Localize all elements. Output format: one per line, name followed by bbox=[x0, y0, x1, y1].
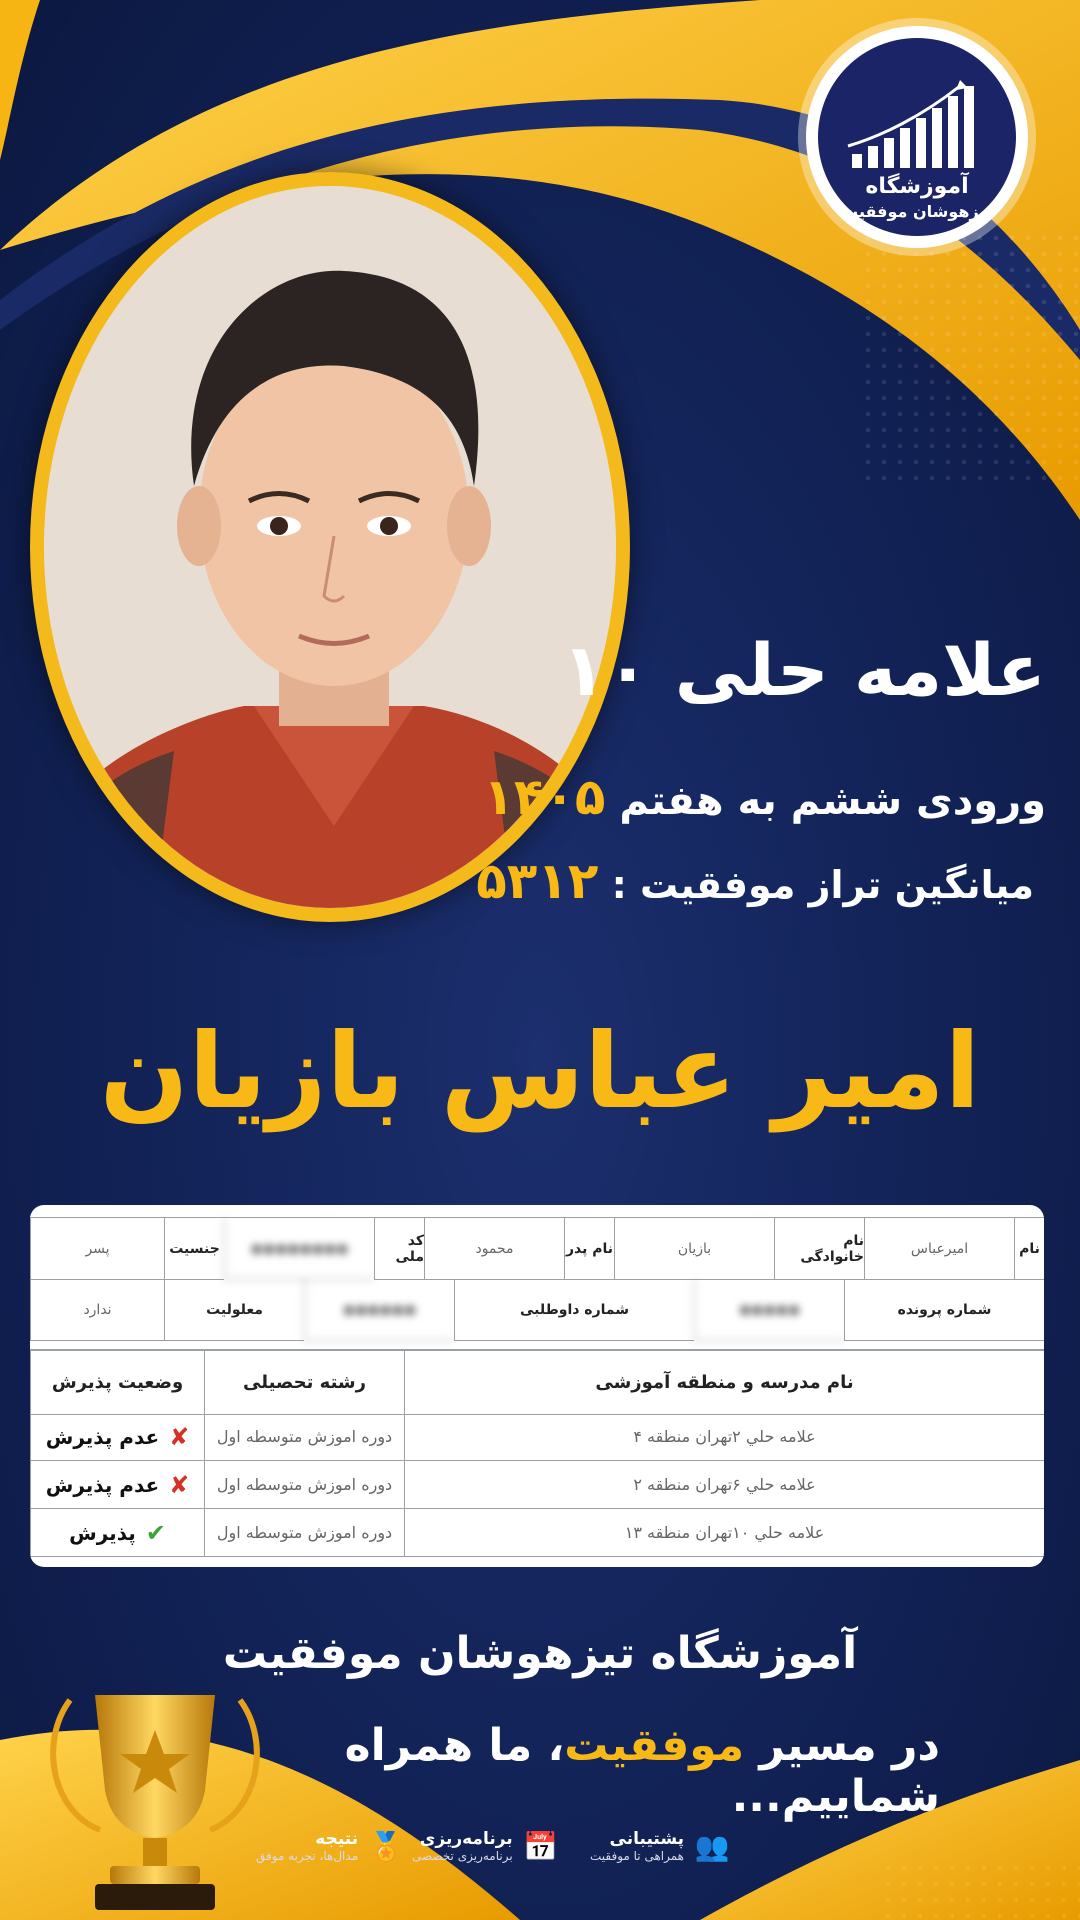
feature-planning-title: برنامه‌ریزی bbox=[419, 1829, 513, 1849]
calendar-icon: 📅 bbox=[523, 1829, 559, 1863]
value-candidate-number: ●●●●●● bbox=[304, 1279, 454, 1341]
academy-logo bbox=[806, 26, 1028, 248]
row3-field: دوره اموزش متوسطه اول bbox=[204, 1509, 404, 1557]
logo-line2: تیزهوشان موفقیت bbox=[842, 202, 992, 221]
score-value: ۵۳۱۲ bbox=[476, 852, 599, 910]
dot-pattern-top bbox=[860, 230, 1080, 490]
dot-pattern-bottom bbox=[880, 1860, 1080, 1920]
results-header bbox=[30, 1349, 1044, 1415]
score-line bbox=[476, 852, 1034, 910]
row1-status bbox=[30, 1413, 204, 1461]
slogan-part2: ، ما همراه شماییم... bbox=[344, 1720, 940, 1822]
value-last-name: بازیان bbox=[614, 1218, 774, 1280]
trophy-icon bbox=[40, 1680, 270, 1915]
label-father-name: نام پدر bbox=[564, 1218, 614, 1280]
info-row-1 bbox=[30, 1217, 1044, 1280]
feature-support bbox=[590, 1826, 732, 1866]
slogan-highlight: موفقیت bbox=[564, 1720, 745, 1771]
entry-year: ۱۴۰۵ bbox=[483, 768, 606, 826]
feature-support-subtitle: همراهی تا موفقیت bbox=[590, 1849, 685, 1863]
feature-planning bbox=[412, 1826, 561, 1866]
row2-status-text: عدم پذیرش bbox=[45, 1472, 160, 1497]
row1-field: دوره اموزش متوسطه اول bbox=[204, 1413, 404, 1461]
header-field: رشته تحصیلی bbox=[204, 1351, 404, 1415]
results-table bbox=[30, 1205, 1044, 1567]
feature-planning-subtitle: برنامه‌ریزی تخصصی bbox=[412, 1849, 513, 1863]
value-father-name: محمود bbox=[424, 1218, 564, 1280]
row2-field: دوره اموزش متوسطه اول bbox=[204, 1461, 404, 1509]
value-gender: پسر bbox=[30, 1218, 164, 1280]
feature-support-title: پشتیبانی bbox=[609, 1829, 685, 1849]
value-national-id: ●●●●●●●● bbox=[224, 1218, 374, 1280]
label-disability: معلولیت bbox=[164, 1279, 304, 1341]
label-candidate-number: شماره داوطلبی bbox=[454, 1279, 694, 1341]
people-icon: 👥 bbox=[694, 1829, 730, 1863]
row1-status-text: عدم پذیرش bbox=[45, 1424, 160, 1449]
label-last-name: نام خانوادگی bbox=[774, 1218, 864, 1280]
row3-status-text: پذیرش bbox=[69, 1520, 136, 1545]
academy-name: آموزشگاه تیزهوشان موفقیت bbox=[222, 1628, 858, 1679]
reject-icon: ✘ bbox=[169, 1470, 190, 1499]
label-file-number: شماره پرونده bbox=[844, 1279, 1044, 1341]
score-label: میانگین تراز موفقیت : bbox=[611, 863, 1034, 907]
slogan-part1: در مسیر bbox=[744, 1720, 940, 1771]
table-row bbox=[30, 1413, 1044, 1461]
value-file-number: ●●●●● bbox=[694, 1279, 844, 1341]
value-first-name: امیرعباس bbox=[864, 1218, 1014, 1280]
feature-result-title: نتیجه bbox=[315, 1829, 359, 1849]
student-name: امیر عباس بازیان bbox=[99, 1010, 981, 1132]
label-gender: جنسیت bbox=[164, 1218, 224, 1280]
slogan bbox=[300, 1720, 940, 1822]
info-row-2 bbox=[30, 1279, 1044, 1341]
reject-icon: ✘ bbox=[169, 1422, 190, 1451]
value-disability: ندارد bbox=[30, 1279, 164, 1341]
label-first-name: نام bbox=[1014, 1218, 1044, 1280]
table-row bbox=[30, 1509, 1044, 1557]
header-status: وضعیت پذیرش bbox=[30, 1351, 204, 1415]
row2-school: علامه حلي ۶تهران منطقه ۲ bbox=[404, 1461, 1044, 1509]
entry-label: ورودی ششم به هفتم bbox=[619, 778, 1046, 824]
header-school: نام مدرسه و منطقه آموزشی bbox=[404, 1351, 1044, 1415]
logo-line1: آموزشگاه bbox=[865, 174, 969, 199]
medal-icon: 🏅 bbox=[368, 1829, 404, 1863]
row2-status bbox=[30, 1461, 204, 1509]
row1-school: علامه حلي ۲تهران منطقه ۴ bbox=[404, 1413, 1044, 1461]
row3-status bbox=[30, 1509, 204, 1557]
table-row bbox=[30, 1461, 1044, 1509]
bar-chart-icon bbox=[842, 76, 992, 176]
row3-school: علامه حلي ۱۰تهران منطقه ۱۳ bbox=[404, 1509, 1044, 1557]
feature-result-subtitle: مدال‌ها، تجربه موفق bbox=[256, 1849, 359, 1863]
label-national-id: کد ملی bbox=[374, 1218, 424, 1280]
feature-result bbox=[256, 1826, 406, 1866]
check-icon: ✔ bbox=[145, 1518, 166, 1547]
entry-line bbox=[483, 768, 1046, 826]
school-title: علامه حلی ۱۰ bbox=[561, 628, 1046, 712]
